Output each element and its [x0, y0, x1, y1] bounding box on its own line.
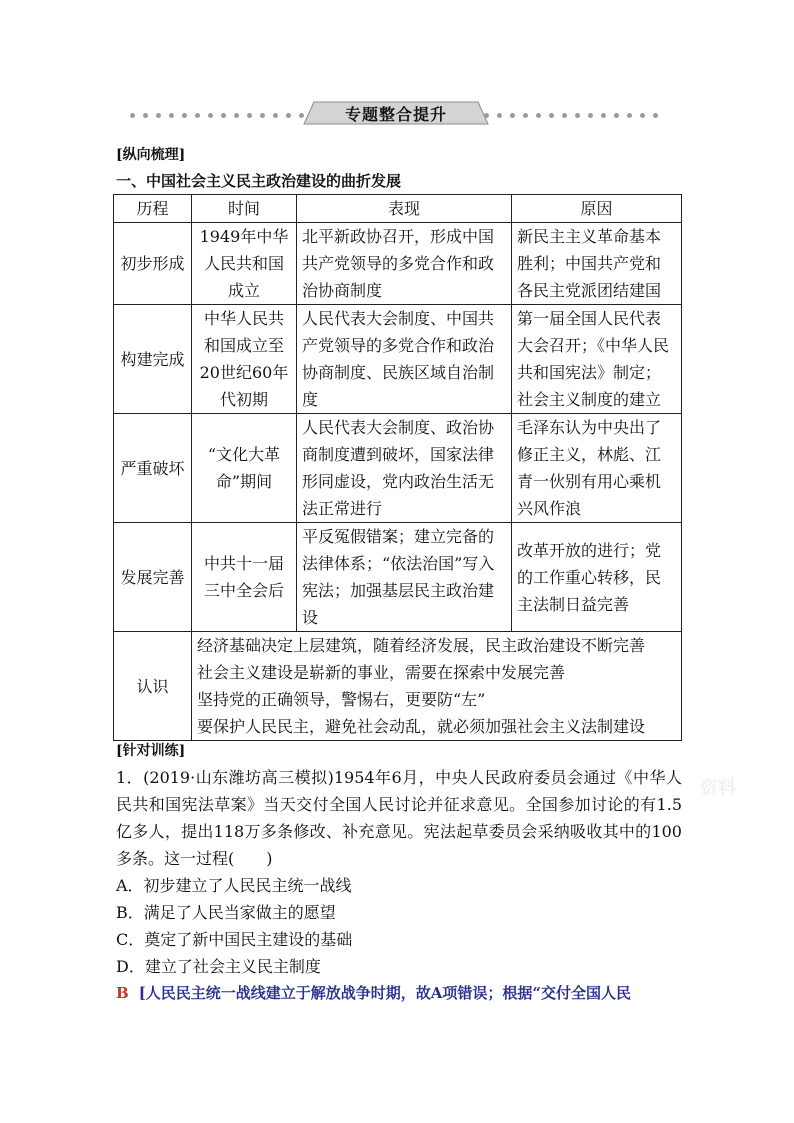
stage-cell: 构建完成 [114, 305, 192, 414]
banner-dots-left [112, 112, 304, 118]
reason-cell: 新民主主义革命基本胜利；中国共产党和各民主党派团结建国 [512, 223, 682, 305]
table-header: 表现 [297, 195, 512, 223]
answer-options [116, 872, 352, 980]
table-header-row [114, 195, 682, 223]
table-row [114, 305, 682, 414]
watermark: 资料 [700, 778, 736, 799]
stage-cell: 发展完善 [114, 523, 192, 632]
banner-dots-right [484, 112, 680, 118]
banner-title-box [302, 100, 490, 126]
time-cell: 中共十一届三中全会后 [192, 523, 297, 632]
table-header: 原因 [512, 195, 682, 223]
banner-title: 专题整合提升 [344, 105, 447, 124]
history-table [113, 194, 682, 741]
cognition-label: 认识 [114, 632, 192, 741]
table-row [114, 223, 682, 305]
time-cell: 中华人民共和国成立至20世纪60年代初期 [192, 305, 297, 414]
section-title: 一、中国社会主义民主政治建设的曲折发展 [116, 172, 402, 190]
time-cell: “文化大革命”期间 [192, 414, 297, 523]
table-header: 时间 [192, 195, 297, 223]
manifestation-cell: 平反冤假错案；建立完备的法律体系；“依法治国”写入宪法；加强基层民主政治建设 [297, 523, 512, 632]
answer-explanation [116, 982, 631, 1003]
option-d[interactable]: D．建立了社会主义民主制度 [116, 957, 321, 976]
manifestation-cell: 人民代表大会制度、中国共产党领导的多党合作和政治协商制度、民族区域自治制度 [297, 305, 512, 414]
table-row [114, 523, 682, 632]
cognition-cell [192, 632, 682, 741]
option-a[interactable]: A．初步建立了人民民主统一战线 [116, 876, 352, 895]
answer-text: [人民民主统一战线建立于解放战争时期，故A项错误；根据“交付全国人民 [138, 984, 632, 1002]
table-header: 历程 [114, 195, 192, 223]
stage-cell: 初步形成 [114, 223, 192, 305]
table-row [114, 414, 682, 523]
reason-cell: 毛泽东认为中央出了修正主义，林彪、江青一伙别有用心乘机兴风作浪 [512, 414, 682, 523]
option-c[interactable]: C．奠定了新中国民主建设的基础 [116, 930, 353, 949]
manifestation-cell: 人民代表大会制度、政治协商制度遭到破坏，国家法律形同虚设，党内政治生活无法正常进行 [297, 414, 512, 523]
question-stem: 1．(2019·山东潍坊高三模拟)1954年6月，中央人民政府委员会通过《中华人民共和国宪法草案》当天交付全国人民讨论并征求意见。全国参加讨论的有1.5亿多人，提出118万多条修改、补充意见。宪法起草委员会采纳吸收其中的100多条。这一过程( ) [116, 768, 682, 868]
manifestation-cell: 北平新政协召开，形成中国共产党领导的多党合作和政治协商制度 [297, 223, 512, 305]
cognition-line: 经济基础决定上层建筑，随着经济发展，民主政治建设不断完善 [197, 636, 646, 655]
practice-label: [针对训练] [116, 743, 186, 759]
option-b[interactable]: B．满足了人民当家做主的愿望 [116, 903, 336, 922]
cognition-row [114, 632, 682, 741]
section-banner [112, 100, 680, 130]
cognition-line: 要保护人民民主，避免社会动乱，就必须加强社会主义法制建设 [197, 717, 646, 736]
answer-letter: B [116, 984, 129, 1002]
time-cell: 1949年中华人民共和国成立 [192, 223, 297, 305]
cognition-line: 社会主义建设是崭新的事业，需要在探索中发展完善 [197, 663, 566, 682]
cognition-line: 坚持党的正确领导，警惕右，更要防“左” [197, 690, 486, 709]
reason-cell: 第一届全国人民代表大会召开；《中华人民共和国宪法》制定；社会主义制度的建立 [512, 305, 682, 414]
reason-cell: 改革开放的进行；党的工作重心转移，民主法制日益完善 [512, 523, 682, 632]
stage-cell: 严重破坏 [114, 414, 192, 523]
section-label: [纵向梳理] [116, 147, 186, 163]
